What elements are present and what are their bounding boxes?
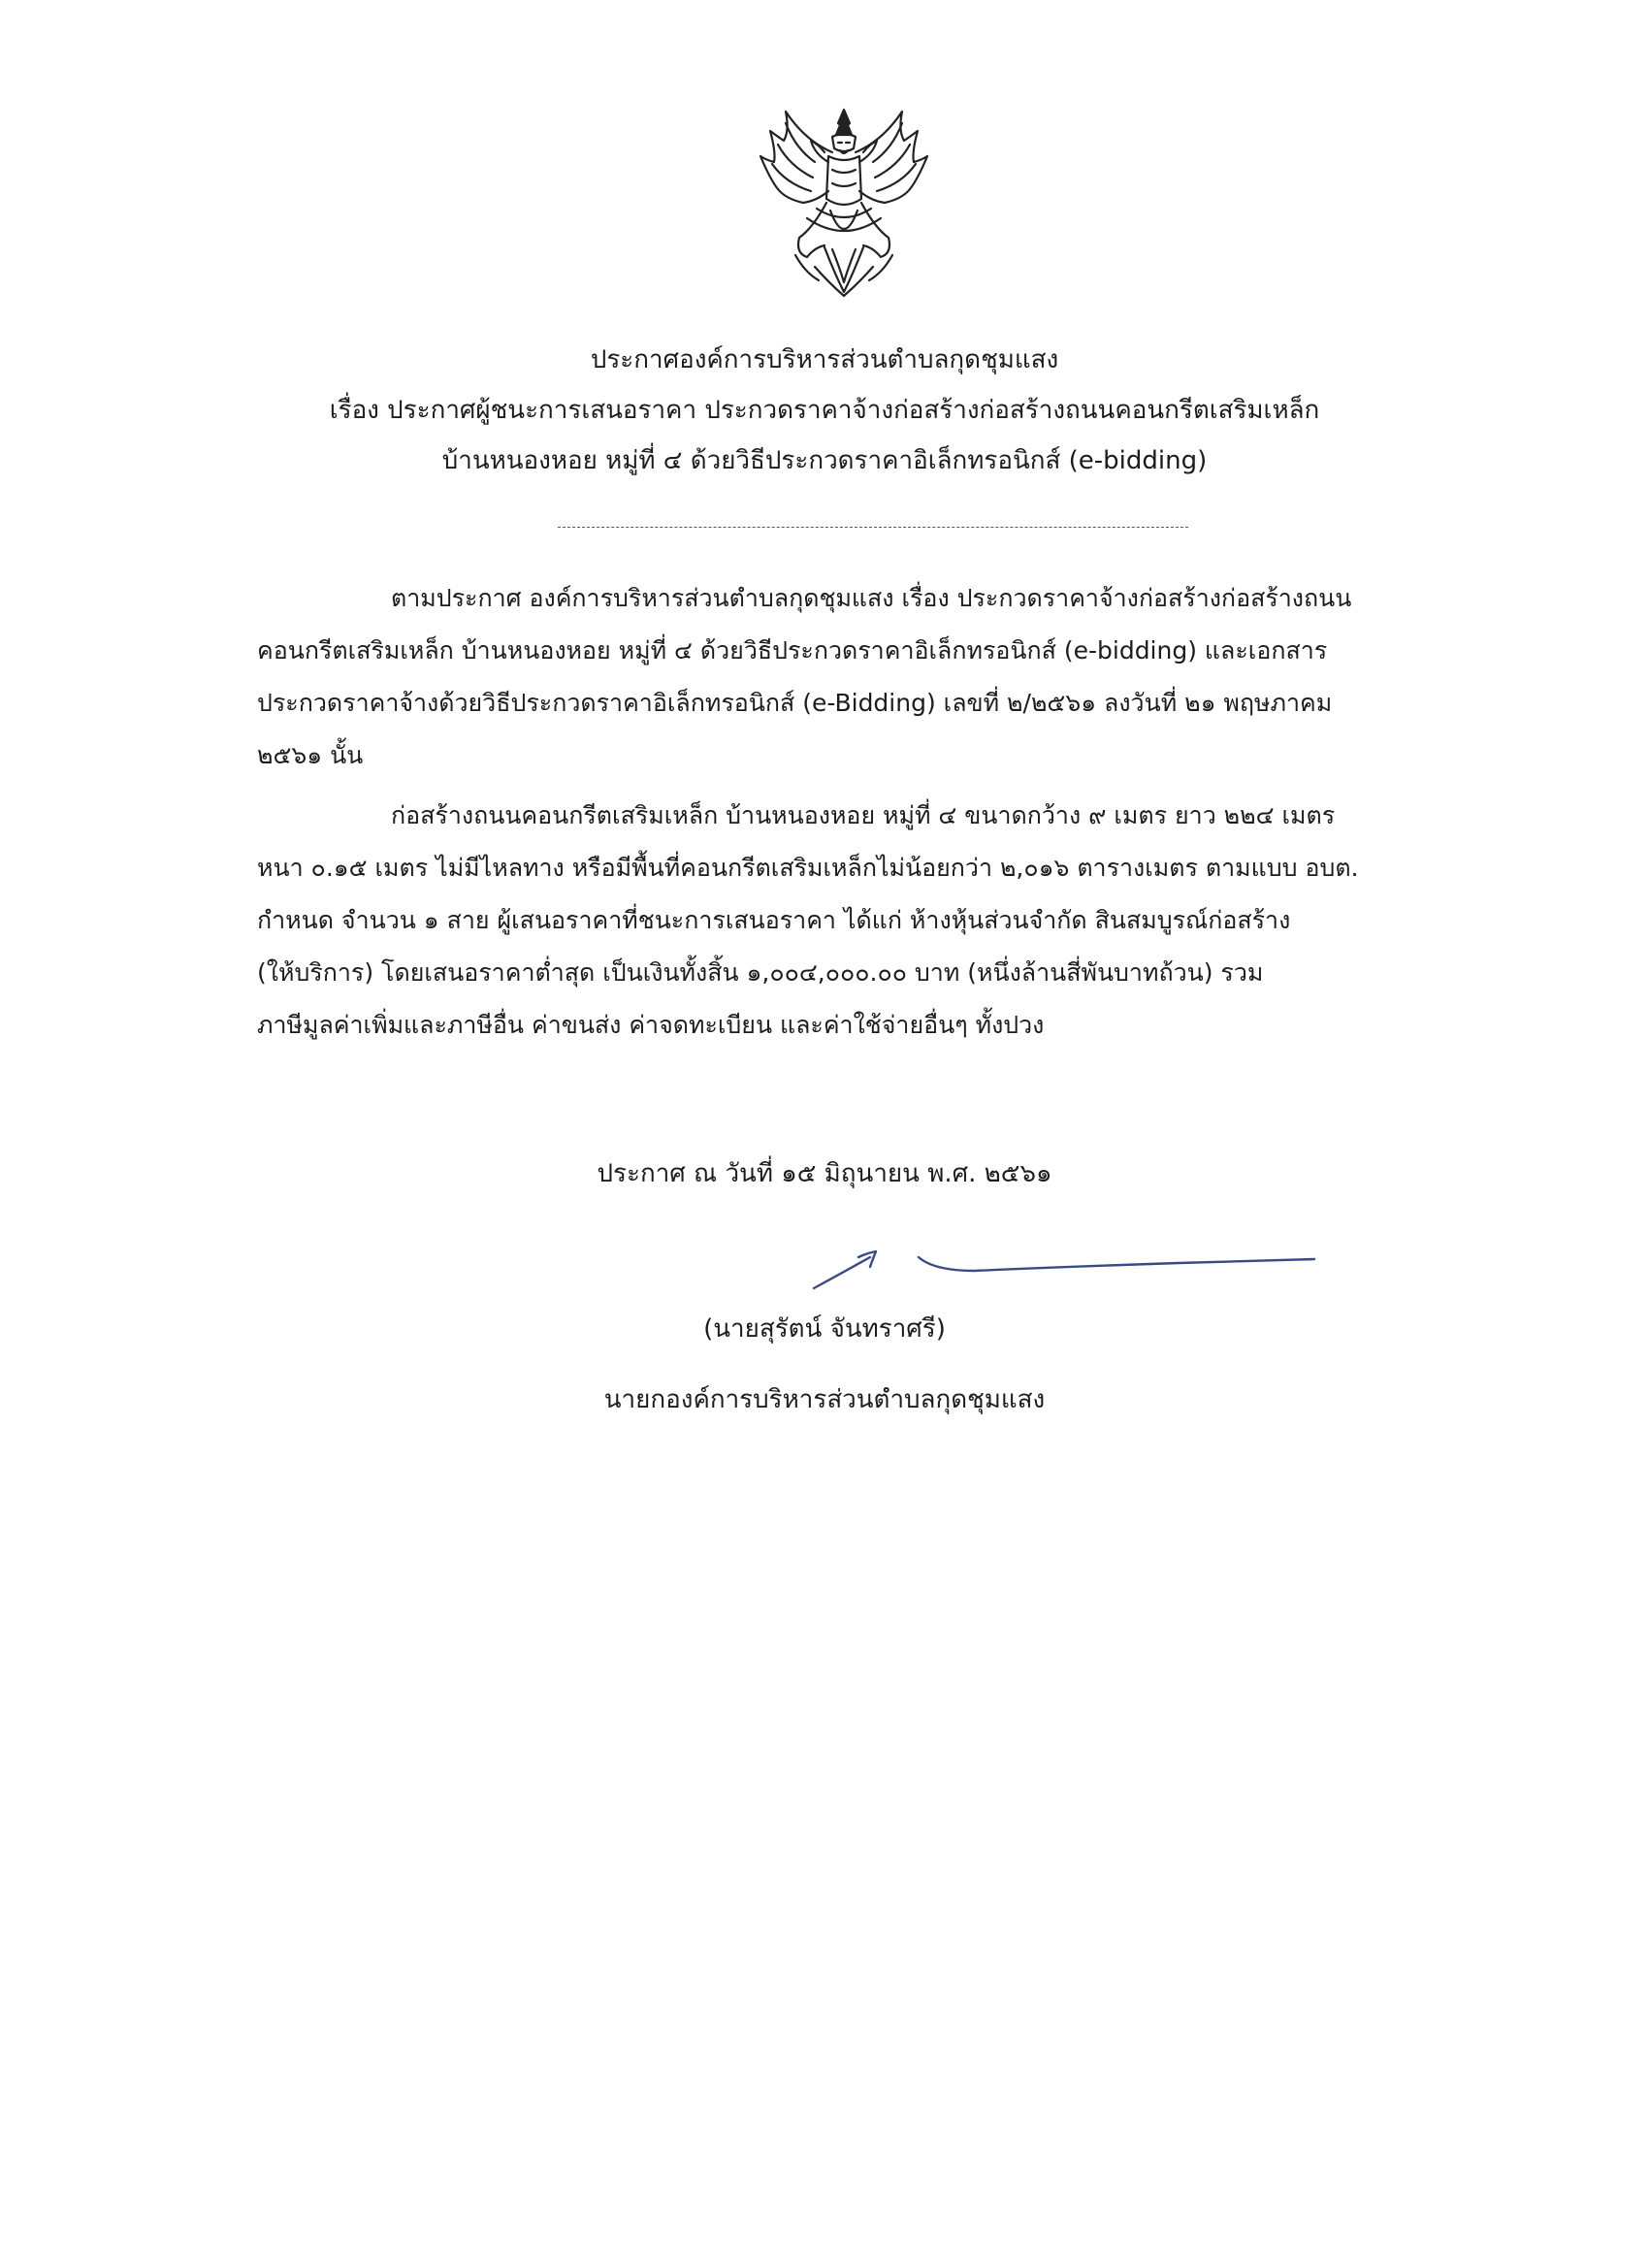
signer-title: นายกองค์การบริหารส่วนตำบลกุดชุมแสง: [603, 1385, 1046, 1414]
paragraph-reference: [257, 572, 1460, 782]
paragraph-line: ประกวดราคาจ้างด้วยวิธีประกวดราคาอิเล็กทรอนิกส์ (e-Bidding) เลขที่ ๒/๒๕๖๑ ลงวันที่ ๒๑ พฤษภาคม: [257, 689, 1333, 717]
document-header: [146, 335, 1504, 486]
paragraph-award: [257, 790, 1460, 1052]
signature-icon: [810, 1232, 1334, 1300]
announcement-subject-cont: บ้านหนองหอย หมู่ที่ ๔ ด้วยวิธีประกวดราคาอิเล็กทรอนิกส์ (e-bidding): [441, 446, 1208, 475]
header-divider: [558, 527, 1188, 528]
garuda-emblem-icon: [757, 102, 931, 306]
announcement-title: ประกาศองค์การบริหารส่วนตำบลกุดชุมแสง: [590, 345, 1059, 374]
paragraph-line: หนา ๐.๑๕ เมตร ไม่มีไหลทาง หรือมีพื้นที่คอนกรีตเสริมเหล็กไม่น้อยกว่า ๒,๐๑๖ ตารางเมตร ตามแบบ อบต.: [257, 854, 1359, 882]
announcement-subject: เรื่อง ประกาศผู้ชนะการเสนอราคา ประกวดราคาจ้างก่อสร้างก่อสร้างถนนคอนกรีตเสริมเหล็ก: [329, 396, 1320, 425]
paragraph-line: ๒๕๖๑ นั้น: [257, 741, 364, 769]
paragraph-line: คอนกรีตเสริมเหล็ก บ้านหนองหอย หมู่ที่ ๔ ด้วยวิธีประกวดราคาอิเล็กทรอนิกส์ (e-bidding) และเอกสาร: [257, 636, 1328, 664]
paragraph-line: กำหนด จำนวน ๑ สาย ผู้เสนอราคาที่ชนะการเสนอราคา ได้แก่ ห้างหุ้นส่วนจำกัด สินสมบูรณ์ก่อสร้าง: [257, 906, 1291, 934]
paragraph-line: ตามประกาศ องค์การบริหารส่วนตำบลกุดชุมแสง เรื่อง ประกวดราคาจ้างก่อสร้างก่อสร้างถนน: [391, 584, 1352, 612]
paragraph-line: ก่อสร้างถนนคอนกรีตเสริมเหล็ก บ้านหนองหอย หมู่ที่ ๔ ขนาดกว้าง ๙ เมตร ยาว ๒๒๔ เมตร: [391, 801, 1336, 829]
paragraph-line: (ให้บริการ) โดยเสนอราคาต่ำสุด เป็นเงินทั้งสิ้น ๑,๐๐๔,๐๐๐.๐๐ บาท (หนึ่งล้านสี่พันบาทถ้วน) รวม: [257, 958, 1264, 987]
signer-name: (นายสุรัตน์ จันทราศรี): [703, 1314, 946, 1344]
paragraph-line: ภาษีมูลค่าเพิ่มและภาษีอื่น ค่าขนส่ง ค่าจดทะเบียน และค่าใช้จ่ายอื่นๆ ทั้งปวง: [257, 1011, 1045, 1039]
announcement-date: ประกาศ ณ วันที่ ๑๕ มิถุนายน พ.ศ. ๒๕๖๑: [597, 1159, 1052, 1188]
announcement-body: [257, 572, 1460, 1059]
